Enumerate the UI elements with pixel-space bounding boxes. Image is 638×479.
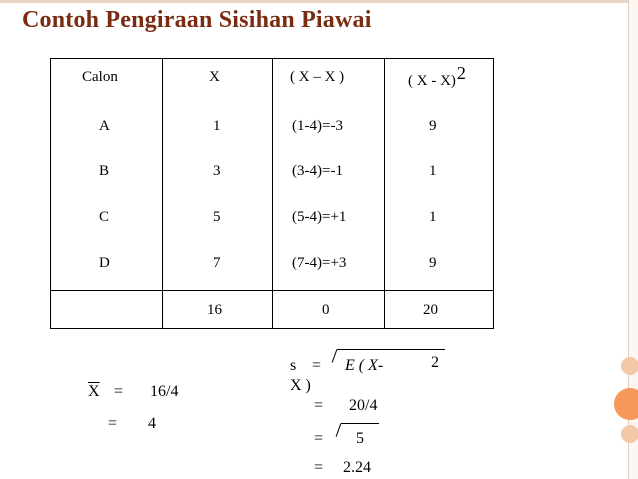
- slide-top-border: [0, 0, 638, 3]
- cell-calon-c: C: [99, 209, 110, 225]
- decor-circle-large: [614, 388, 638, 420]
- cell-x-a: 1: [213, 118, 221, 134]
- mean-symbol: $\overline{X}$: [88, 383, 100, 400]
- sd-symbol: s: [290, 357, 297, 374]
- sd-eq: =: [312, 357, 322, 374]
- cell-dev-d: (7-4)=+3: [292, 255, 347, 271]
- cell-dev-a: (1-4)=-3: [292, 118, 343, 134]
- sd-wrap: X ): [290, 377, 311, 394]
- cell-sq-a: 9: [429, 118, 437, 134]
- header-x: X: [209, 69, 220, 85]
- sd-power: 2: [431, 354, 439, 371]
- sd-step2-eq: =: [314, 430, 324, 447]
- sd-step3-eq: =: [314, 459, 324, 476]
- sd-step1-eq: =: [314, 397, 324, 414]
- sd-sum-expression: E ( X-: [345, 357, 384, 374]
- column-divider: [384, 58, 385, 329]
- total-squared: 20: [423, 302, 438, 318]
- cell-sq-b: 1: [429, 163, 437, 179]
- header-squared-deviation: [408, 63, 466, 90]
- header-power: 2: [456, 63, 466, 83]
- cell-x-d: 7: [213, 255, 221, 271]
- decor-circle-small-bottom: [621, 425, 638, 443]
- sqrt-icon: [332, 349, 338, 362]
- decor-circle-small-top: [621, 357, 638, 375]
- mean-value-fraction: 16/4: [150, 383, 179, 400]
- column-divider: [162, 58, 163, 329]
- mean-value: 4: [148, 415, 156, 432]
- sqrt-icon-2: [336, 423, 342, 436]
- header-calon: Calon: [82, 69, 118, 85]
- total-x: 16: [207, 302, 222, 318]
- sd-step3-value: 2.24: [343, 459, 371, 476]
- sd-step1-value: 20/4: [349, 397, 378, 414]
- total-deviation: 0: [322, 302, 330, 318]
- sd-step2-value: 5: [356, 430, 364, 447]
- mean-eq-1: =: [114, 383, 124, 400]
- column-divider: [272, 58, 273, 329]
- slide-title: Contoh Pengiraan Sisihan Piawai: [22, 7, 372, 33]
- sqrt-bar-2: [341, 423, 379, 424]
- cell-calon-a: A: [99, 118, 110, 134]
- cell-dev-b: (3-4)=-1: [292, 163, 343, 179]
- sqrt-bar: [337, 349, 445, 350]
- mean-eq-2: =: [108, 415, 118, 432]
- cell-calon-d: D: [99, 255, 110, 271]
- cell-dev-c: (5-4)=+1: [292, 209, 347, 225]
- header-squared-label: ( X - X): [408, 73, 456, 89]
- cell-sq-c: 1: [429, 209, 437, 225]
- header-deviation: ( X – X ): [290, 69, 345, 85]
- cell-sq-d: 9: [429, 255, 437, 271]
- cell-calon-b: B: [99, 163, 110, 179]
- cell-x-b: 3: [213, 163, 221, 179]
- cell-x-c: 5: [213, 209, 221, 225]
